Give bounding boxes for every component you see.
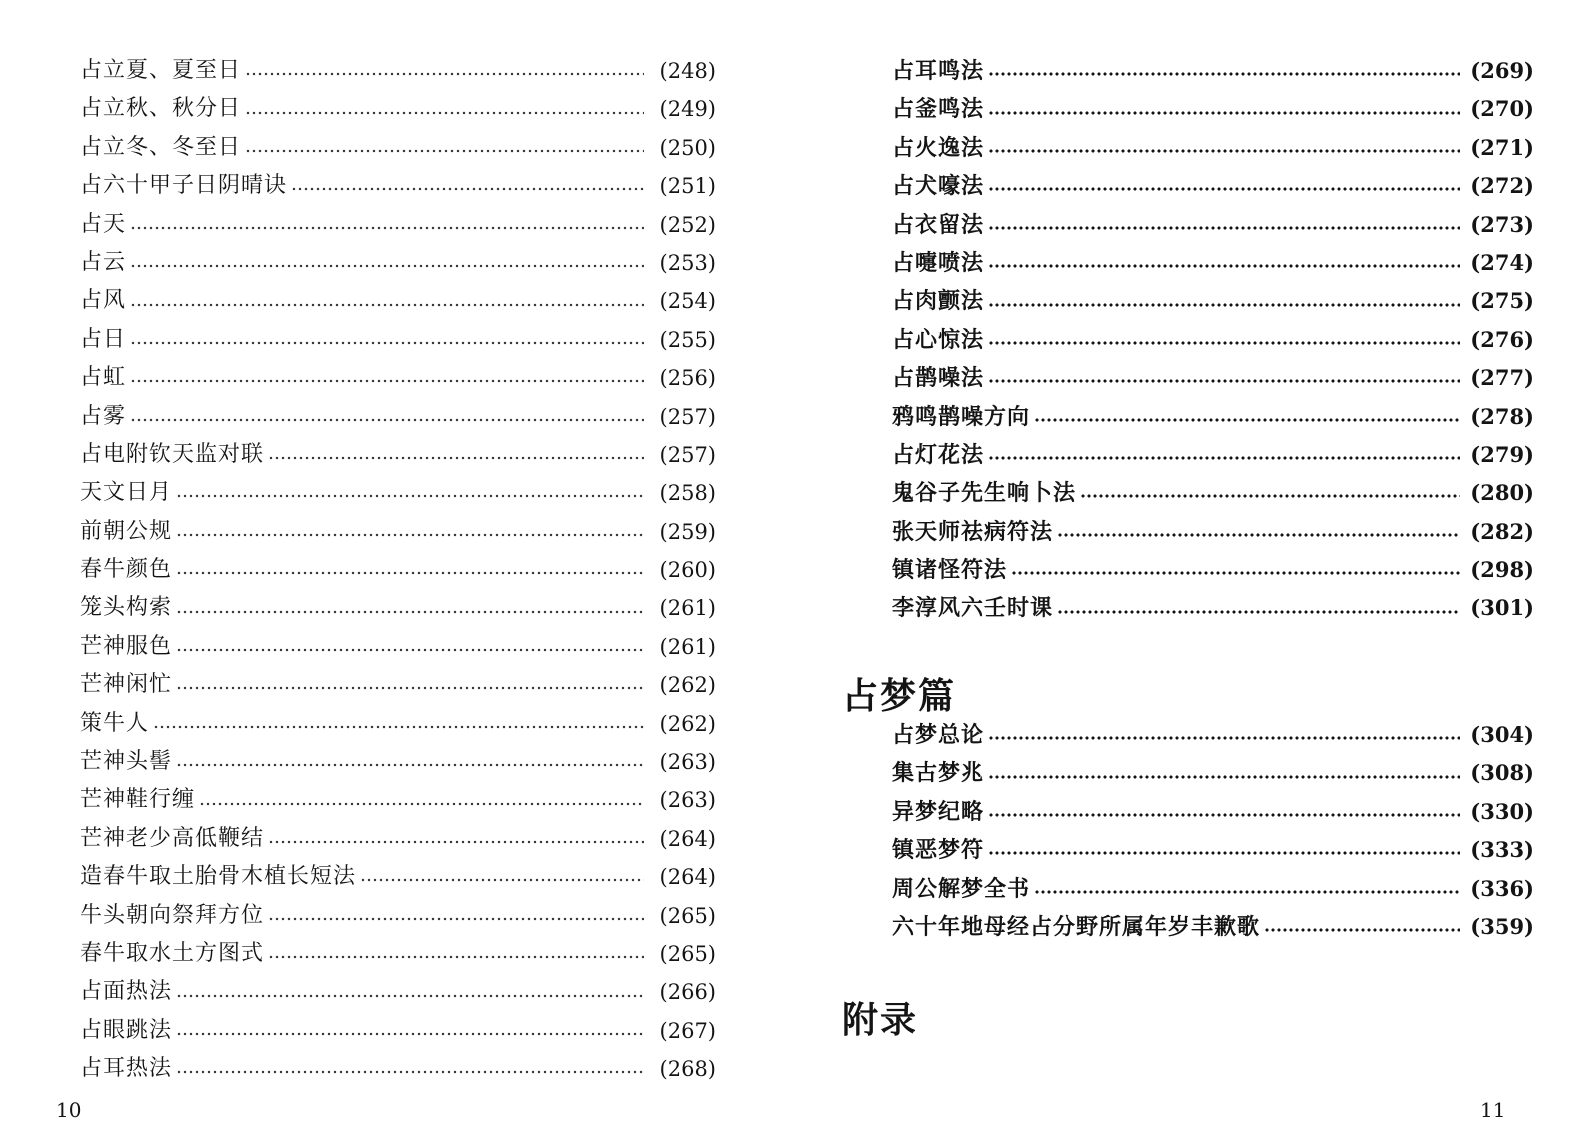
toc-entry-page: (301)	[1470, 595, 1534, 621]
toc-entry-title: 镇恶梦符	[892, 837, 985, 864]
toc-entry[interactable]	[80, 244, 716, 282]
toc-entry-page: (256)	[659, 366, 716, 391]
toc-entry-title: 占日	[80, 326, 127, 352]
toc-entry[interactable]	[80, 781, 716, 819]
page-number-left: 10	[56, 1098, 82, 1122]
toc-entry-page: (330)	[1470, 798, 1534, 824]
toc-entry-title: 占耳热法	[80, 1056, 173, 1082]
toc-entry-title: 六十年地母经占分野所属年岁丰歉歌	[892, 913, 1261, 940]
toc-entry[interactable]	[80, 935, 716, 973]
dot-leader	[176, 763, 644, 767]
toc-entry[interactable]	[892, 52, 1534, 90]
toc-entry-page: (270)	[1470, 96, 1534, 122]
toc-entry-page: (251)	[659, 174, 716, 199]
toc-entry-title: 张天师祛病符法	[892, 518, 1054, 545]
toc-entry[interactable]	[892, 870, 1534, 908]
toc-entry-title: 镇诸怪符法	[892, 557, 1008, 584]
toc-entry-page: (267)	[659, 1018, 716, 1043]
dot-leader	[130, 264, 644, 268]
toc-entry-title: 占釜鸣法	[892, 96, 985, 123]
toc-entry-page: (275)	[1470, 288, 1534, 314]
dot-leader	[245, 111, 644, 115]
toc-entry-title: 前朝公规	[80, 518, 173, 544]
toc-entry[interactable]	[892, 244, 1534, 282]
toc-entry-page: (262)	[659, 711, 716, 736]
dot-leader	[1080, 494, 1460, 498]
toc-entry-title: 占面热法	[80, 979, 173, 1005]
dot-leader	[988, 341, 1460, 345]
toc-entry[interactable]	[80, 359, 716, 397]
toc-entry-title: 芒神鞋行缠	[80, 787, 196, 813]
toc-entry[interactable]	[892, 321, 1534, 359]
toc-entry[interactable]	[892, 359, 1534, 397]
toc-entry[interactable]	[80, 1012, 716, 1050]
toc-list-left	[80, 52, 716, 1089]
toc-entry-page: (261)	[659, 596, 716, 621]
toc-entry[interactable]	[892, 90, 1534, 128]
toc-list-right	[892, 52, 1534, 628]
right-page	[800, 0, 1582, 1128]
toc-entry-title: 芒神服色	[80, 633, 173, 659]
toc-entry[interactable]	[80, 589, 716, 627]
dot-leader	[176, 571, 644, 575]
toc-entry-title: 占电附钦天监对联	[80, 441, 265, 467]
toc-entry-page: (262)	[659, 673, 716, 698]
dot-leader	[176, 1070, 644, 1074]
toc-entry-title: 占嚏喷法	[892, 249, 985, 276]
toc-entry-page: (279)	[1470, 441, 1534, 467]
toc-entry-title: 占梦总论	[892, 722, 985, 748]
toc-entry[interactable]	[80, 628, 716, 666]
dot-leader	[988, 111, 1460, 115]
toc-entry[interactable]	[892, 206, 1534, 244]
toc-entry-page: (248)	[659, 59, 716, 83]
toc-entry-title: 天文日月	[80, 480, 173, 506]
dot-leader	[268, 456, 644, 460]
dot-leader	[988, 379, 1460, 383]
dot-leader	[130, 418, 644, 422]
dot-leader	[988, 72, 1460, 76]
toc-entry[interactable]	[80, 167, 716, 205]
toc-entry[interactable]	[80, 398, 716, 436]
dot-leader	[176, 610, 644, 614]
dot-leader	[1057, 533, 1460, 537]
toc-entry-page: (272)	[1470, 173, 1534, 199]
toc-entry[interactable]	[80, 820, 716, 858]
toc-entry-title: 占风	[80, 288, 127, 314]
toc-entry-page: (266)	[659, 980, 716, 1005]
toc-entry[interactable]	[892, 908, 1534, 946]
toc-entry-title: 异梦纪略	[892, 798, 985, 825]
toc-entry-page: (263)	[659, 788, 716, 813]
toc-entry-page: (269)	[1470, 58, 1534, 83]
toc-entry-title: 占耳鸣法	[892, 58, 985, 84]
toc-entry[interactable]	[892, 754, 1534, 792]
toc-entry[interactable]	[80, 52, 716, 90]
dot-leader	[176, 494, 644, 498]
toc-entry-page: (274)	[1470, 249, 1534, 275]
toc-entry-page: (282)	[1470, 518, 1534, 544]
toc-entry-title: 占立夏、夏至日	[80, 58, 242, 83]
toc-entry[interactable]	[892, 716, 1534, 754]
toc-entry-title: 笼头构索	[80, 595, 173, 621]
toc-entry[interactable]	[892, 436, 1534, 474]
toc-entry-title: 周公解梦全书	[892, 875, 1031, 902]
dot-leader	[176, 994, 644, 998]
toc-entry-page: (265)	[659, 903, 716, 928]
toc-list-dream	[892, 716, 1534, 946]
toc-entry-title: 策牛人	[80, 710, 150, 736]
toc-entry-page: (257)	[659, 442, 716, 467]
toc-entry-page: (264)	[659, 865, 716, 890]
dot-leader	[176, 686, 644, 690]
toc-entry-page: (333)	[1470, 837, 1534, 863]
toc-entry-page: (308)	[1470, 760, 1534, 786]
dot-leader	[130, 379, 644, 383]
toc-entry-title: 占心惊法	[892, 326, 985, 353]
toc-entry[interactable]	[892, 831, 1534, 869]
left-page	[0, 0, 780, 1128]
toc-entry-title: 占鹊噪法	[892, 365, 985, 392]
dot-leader	[130, 303, 644, 307]
toc-entry-title: 占肉颤法	[892, 288, 985, 315]
toc-entry-page: (298)	[1470, 557, 1534, 583]
toc-entry[interactable]	[80, 666, 716, 704]
dot-leader	[1011, 571, 1460, 575]
toc-entry-page: (263)	[659, 750, 716, 775]
toc-entry[interactable]	[80, 897, 716, 935]
toc-entry[interactable]	[80, 743, 716, 781]
dot-leader	[988, 149, 1460, 153]
toc-entry[interactable]	[80, 973, 716, 1011]
dot-leader	[130, 226, 644, 230]
section-heading-dream: 占梦篇	[842, 676, 957, 717]
dot-leader	[988, 187, 1460, 191]
toc-entry[interactable]	[892, 513, 1534, 551]
toc-entry[interactable]	[892, 589, 1534, 627]
dot-leader	[1034, 418, 1460, 422]
dot-leader	[988, 226, 1460, 230]
toc-entry-title: 占六十甲子日阴晴诀	[80, 173, 288, 199]
dot-leader	[176, 648, 644, 652]
toc-entry[interactable]	[80, 513, 716, 551]
toc-entry-title: 造春牛取土胎骨木植长短法	[80, 864, 357, 890]
dot-leader	[988, 813, 1460, 817]
toc-entry-title: 占犬嚎法	[892, 173, 985, 200]
toc-entry-page: (264)	[659, 826, 716, 851]
dot-leader	[130, 341, 644, 345]
toc-entry[interactable]	[80, 858, 716, 896]
toc-entry[interactable]	[892, 129, 1534, 167]
toc-entry-page: (336)	[1470, 875, 1534, 901]
dot-leader	[988, 303, 1460, 307]
dot-leader	[176, 1032, 644, 1036]
toc-entry-title: 鬼谷子先生响卜法	[892, 480, 1077, 507]
dot-leader	[988, 775, 1460, 779]
dot-leader	[291, 187, 644, 191]
toc-entry-title: 占眼跳法	[80, 1017, 173, 1043]
dot-leader	[988, 456, 1460, 460]
toc-entry[interactable]	[80, 474, 716, 512]
toc-entry-page: (259)	[659, 519, 716, 544]
toc-entry-page: (304)	[1470, 722, 1534, 747]
dot-leader	[988, 851, 1460, 855]
dot-leader	[988, 264, 1460, 268]
toc-entry-title: 占云	[80, 249, 127, 275]
toc-entry[interactable]	[892, 167, 1534, 205]
toc-entry-title: 占立秋、秋分日	[80, 96, 242, 122]
toc-entry[interactable]	[80, 1050, 716, 1088]
toc-entry[interactable]	[892, 551, 1534, 589]
toc-entry[interactable]	[80, 282, 716, 320]
toc-entry[interactable]	[80, 206, 716, 244]
dot-leader	[268, 840, 644, 844]
toc-entry-title: 占立冬、冬至日	[80, 134, 242, 160]
toc-entry-title: 李淳风六壬时课	[892, 595, 1054, 622]
toc-entry-title: 占雾	[80, 403, 127, 429]
toc-entry-title: 集古梦兆	[892, 760, 985, 787]
toc-entry-page: (359)	[1470, 913, 1534, 939]
toc-entry-page: (273)	[1470, 211, 1534, 237]
toc-entry[interactable]	[892, 793, 1534, 831]
dot-leader	[153, 725, 644, 729]
dot-leader	[268, 955, 644, 959]
toc-entry-page: (265)	[659, 941, 716, 966]
toc-entry-title: 芒神老少高低鞭结	[80, 825, 265, 851]
toc-entry[interactable]	[80, 436, 716, 474]
toc-entry-title: 占衣留法	[892, 211, 985, 238]
toc-entry-page: (255)	[659, 327, 716, 352]
toc-entry[interactable]	[80, 321, 716, 359]
section-heading-appendix: 附录	[842, 1000, 919, 1041]
toc-entry[interactable]	[80, 705, 716, 743]
toc-entry-page: (250)	[659, 135, 716, 160]
dot-leader	[199, 802, 644, 806]
toc-entry-page: (258)	[659, 481, 716, 506]
toc-entry-page: (261)	[659, 634, 716, 659]
toc-entry-title: 春牛取水土方图式	[80, 940, 265, 966]
dot-leader	[1264, 928, 1460, 932]
toc-entry-page: (252)	[659, 212, 716, 237]
toc-entry-title: 春牛颜色	[80, 557, 173, 583]
toc-entry-page: (257)	[659, 404, 716, 429]
toc-entry-title: 占火逸法	[892, 134, 985, 161]
toc-entry[interactable]	[80, 129, 716, 167]
toc-entry-page: (253)	[659, 250, 716, 275]
toc-entry-page: (276)	[1470, 326, 1534, 352]
toc-entry-title: 牛头朝向祭拜方位	[80, 902, 265, 928]
page-number-right: 11	[1480, 1098, 1506, 1122]
toc-entry-title: 芒神头髻	[80, 749, 173, 775]
toc-entry-title: 占虹	[80, 365, 127, 391]
dot-leader	[268, 917, 644, 921]
toc-entry-title: 占天	[80, 211, 127, 237]
dot-leader	[988, 736, 1460, 740]
toc-entry-page: (260)	[659, 558, 716, 583]
dot-leader	[245, 149, 644, 153]
toc-entry-page: (254)	[659, 289, 716, 314]
toc-entry[interactable]	[80, 90, 716, 128]
toc-entry-title: 鸦鸣鹊噪方向	[892, 403, 1031, 430]
dot-leader	[1057, 610, 1460, 614]
toc-entry-title: 芒神闲忙	[80, 672, 173, 698]
toc-entry[interactable]	[892, 398, 1534, 436]
dot-leader	[176, 533, 644, 537]
toc-entry[interactable]	[892, 282, 1534, 320]
dot-leader	[1034, 890, 1460, 894]
toc-entry-page: (278)	[1470, 403, 1534, 429]
toc-entry-title: 占灯花法	[892, 441, 985, 468]
toc-entry[interactable]	[80, 551, 716, 589]
toc-entry-page: (249)	[659, 97, 716, 122]
toc-entry-page: (277)	[1470, 365, 1534, 391]
dot-leader	[360, 878, 644, 882]
toc-entry-page: (280)	[1470, 480, 1534, 506]
toc-entry-page: (268)	[659, 1057, 716, 1082]
dot-leader	[245, 72, 644, 76]
toc-entry[interactable]	[892, 474, 1534, 512]
toc-entry-page: (271)	[1470, 134, 1534, 160]
